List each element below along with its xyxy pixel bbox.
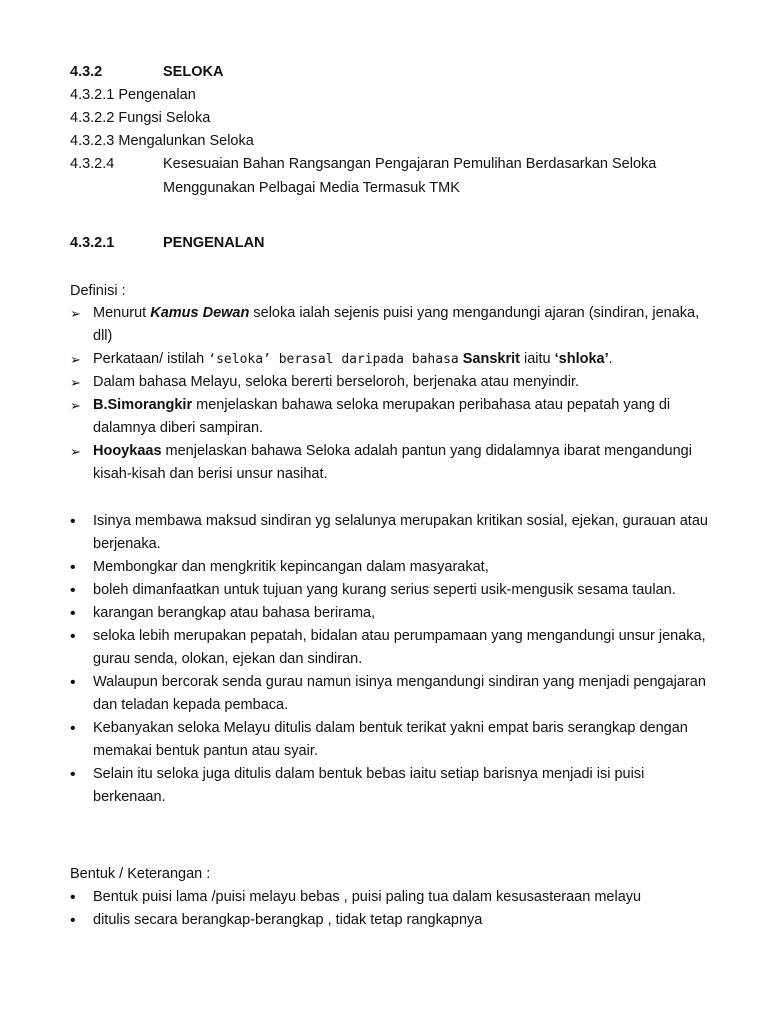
definisi-5-text: menjelaskan bahawa Seloka adalah pantun yang didalamnya ibarat mengandungi kisah-kisah dan berisi unsur nasihat.: [93, 443, 692, 482]
ciri-item: [70, 602, 710, 625]
bullet-dot-icon: •: [70, 582, 76, 599]
bullet-dot-icon: •: [70, 628, 76, 645]
bullet-dot-icon: •: [70, 674, 76, 691]
hooykaas-bold: Hooykaas: [93, 443, 162, 459]
ciri-text: Selain itu seloka juga ditulis dalam bentuk bebas iaitu setiap barisnya menjadi isi puisi berkenaan.: [93, 766, 645, 805]
bullet-dot-icon: •: [70, 605, 76, 622]
toc-item-4-line1: Kesesuaian Bahan Rangsangan Pengajaran Pemulihan Berdasarkan Seloka: [163, 156, 657, 172]
definisi-2-text-a: Perkataan/ istilah: [93, 351, 209, 367]
definisi-item: [70, 302, 710, 348]
bentuk-text: Bentuk puisi lama /puisi melayu bebas , puisi paling tua dalam kesusasteraan melayu: [93, 889, 642, 905]
bullet-dot-icon: •: [70, 559, 76, 576]
simorangkir-bold: B.Simorangkir: [93, 397, 193, 413]
ciri-text: Membongkar dan mengkritik kepincangan dalam masyarakat,: [93, 559, 489, 575]
bullet-dot-icon: •: [70, 720, 76, 737]
kamus-dewan-emphasis: Kamus Dewan: [150, 305, 250, 321]
shloka-bold: ‘shloka’: [554, 351, 609, 367]
ciri-item: [70, 717, 710, 763]
section-heading: [70, 232, 265, 255]
arrow-bullet-icon: ➢: [70, 444, 81, 459]
bullet-dot-icon: •: [70, 766, 76, 783]
definisi-list: [70, 302, 710, 486]
bentuk-item: [70, 886, 710, 909]
sanskrit-bold: Sanskrit: [462, 351, 520, 367]
toc-heading: [70, 61, 223, 84]
arrow-bullet-icon: ➢: [70, 352, 81, 367]
ciri-item: [70, 625, 710, 671]
arrow-bullet-icon: ➢: [70, 398, 81, 413]
definisi-item: [70, 371, 710, 394]
section-number: 4.3.2.1: [70, 235, 115, 251]
ciri-text: boleh dimanfaatkan untuk tujuan yang kurang serius seperti usik-mengusik sesama taulan.: [93, 582, 676, 598]
definisi-label: Definisi :: [70, 283, 126, 299]
ciri-item: [70, 556, 710, 579]
ciri-text: Isinya membawa maksud sindiran yg selalunya merupakan kritikan sosial, ejekan, gurauan atau berjenaka.: [93, 513, 708, 552]
ciri-item: [70, 510, 710, 556]
definisi-1-text-a: Menurut: [93, 305, 151, 321]
definisi-2-text-mid: ‘seloka’ berasal daripada bahasa: [208, 352, 459, 367]
bentuk-label: Bentuk / Keterangan :: [70, 866, 211, 882]
ciri-item: [70, 579, 710, 602]
bentuk-item: [70, 909, 710, 932]
definisi-1-text-b: seloka ialah sejenis puisi yang mengandungi ajaran (sindiran, jenaka, dll): [93, 305, 700, 344]
ciri-item: [70, 671, 710, 717]
toc-item-2: 4.3.2.2 Fungsi Seloka: [70, 110, 211, 126]
definisi-item: [70, 348, 710, 371]
arrow-bullet-icon: ➢: [70, 375, 81, 390]
definisi-item: [70, 394, 710, 440]
bullet-dot-icon: •: [70, 513, 76, 530]
section-title: PENGENALAN: [163, 235, 265, 251]
toc-item-4-number: 4.3.2.4: [70, 156, 115, 172]
toc-item-4-line2: Menggunakan Pelbagai Media Termasuk TMK: [163, 180, 460, 196]
ciri-text: Walaupun bercorak senda gurau namun isinya mengandungi sindiran yang menjadi pengajaran dan teladan kepada pembaca.: [93, 674, 706, 713]
definisi-4-text: menjelaskan bahawa seloka merupakan peribahasa atau pepatah yang di dalamnya diberi sampiran.: [93, 397, 671, 436]
bentuk-text: ditulis secara berangkap-berangkap , tidak tetap rangkapnya: [93, 912, 483, 928]
definisi-3-text: Dalam bahasa Melayu, seloka bererti berseloroh, berjenaka atau menyindir.: [93, 374, 580, 390]
ciri-text: karangan berangkap atau bahasa berirama,: [93, 605, 376, 621]
definisi-2-text-b: iaitu: [519, 351, 555, 367]
toc-heading-title: SELOKA: [163, 64, 224, 80]
definisi-2-end: .: [608, 351, 613, 367]
bullet-dot-icon: •: [70, 889, 76, 906]
arrow-bullet-icon: ➢: [70, 306, 81, 321]
ciri-text: Kebanyakan seloka Melayu ditulis dalam bentuk terikat yakni empat baris serangkap dengan memakai bentuk pantun atau syair.: [93, 720, 688, 759]
ciri-list: [70, 510, 710, 809]
ciri-text: seloka lebih merupakan pepatah, bidalan atau perumpamaan yang mengandungi unsur jenaka, gurau senda, olokan, ejekan dan sindiran.: [93, 628, 706, 667]
bentuk-list: [70, 886, 710, 932]
definisi-item: [70, 440, 710, 486]
toc-heading-number: 4.3.2: [70, 64, 103, 80]
bullet-dot-icon: •: [70, 912, 76, 929]
toc-item-4: [70, 153, 656, 176]
ciri-item: [70, 763, 710, 809]
toc-item-1: 4.3.2.1 Pengenalan: [70, 87, 196, 103]
toc-item-3: 4.3.2.3 Mengalunkan Seloka: [70, 133, 254, 149]
